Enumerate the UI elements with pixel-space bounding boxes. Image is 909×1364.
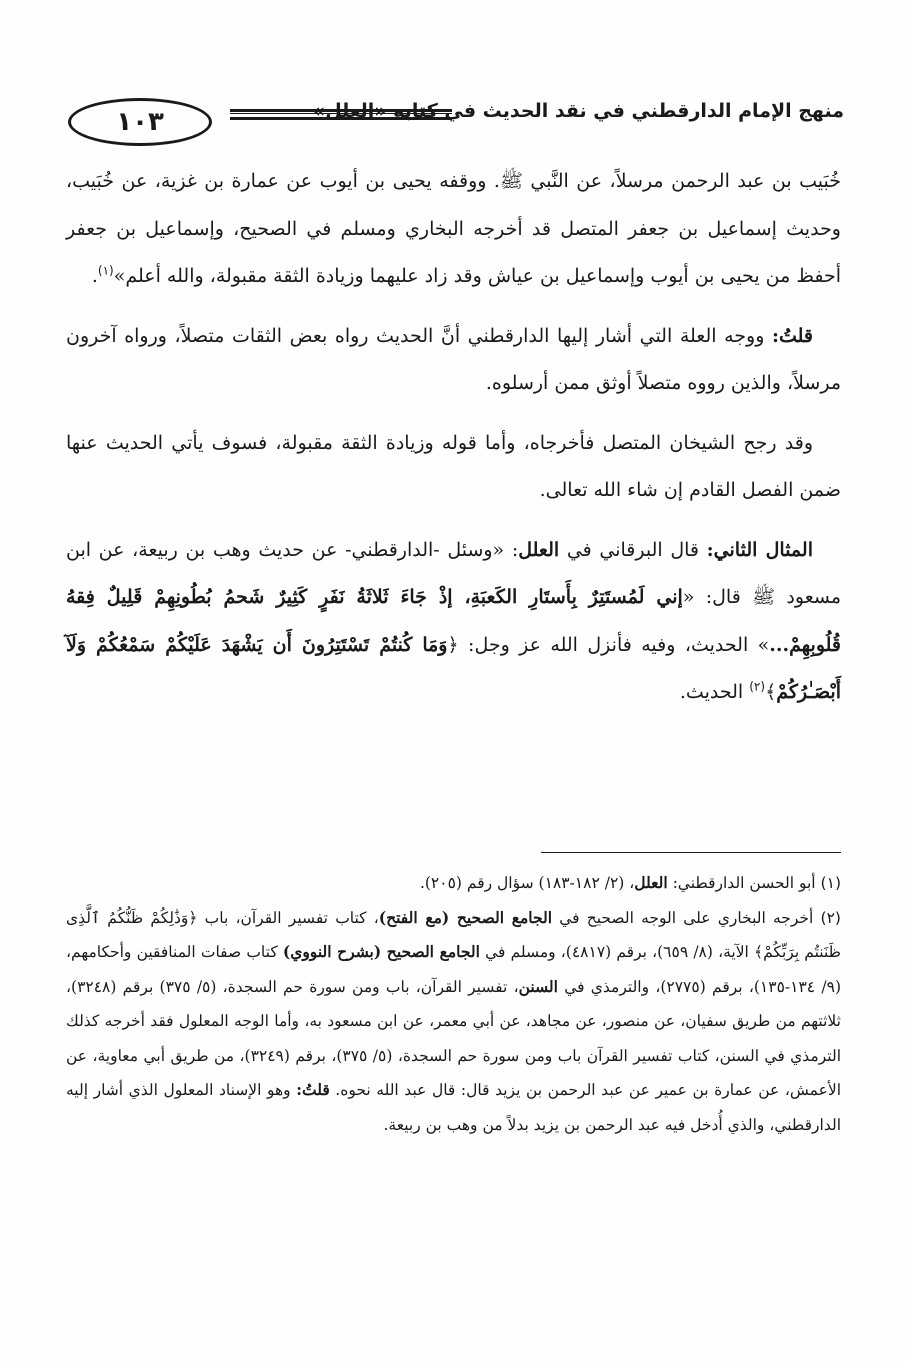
running-header <box>60 92 844 152</box>
footnote-ref-1[interactable]: (١) <box>97 263 114 278</box>
footnotes <box>66 866 841 1142</box>
footnote-1: (١) أبو الحسن الدارقطني: العلل، (٢/ ١٨٢-١٨٣) سؤال رقم (٢٠٥). <box>419 873 841 892</box>
page-number-badge: ١٠٣ <box>68 98 212 146</box>
running-title: منهج الإمام الدارقطني في نقد الحديث في كتابه «العلل» <box>312 100 844 122</box>
paragraph-3: وقد رجح الشيخان المتصل فأخرجاه، وأما قوله وزيادة الثقة مقبولة، فسوف يأتي الحديث عنها ضمن الفصل القادم إن شاء الله تعالى. <box>66 431 841 501</box>
book-title-ilal: العلل <box>518 538 560 561</box>
footnote-separator <box>541 852 841 853</box>
footnote-ref-2[interactable]: (٢) <box>749 679 766 694</box>
qultu-lead: قلتُ: <box>771 324 813 347</box>
quran-verse: وَمَا كُنتُمْ تَسْتَتِرُونَ أَن يَشْهَدَ عَلَيْكُمْ سَمْعُكُمْ وَلَآ أَبْصَـٰرُكُمْ <box>66 633 841 703</box>
paragraph-2: قلتُ: ووجه العلة التي أشار إليها الدارقطني أنَّ الحديث رواه بعض الثقات متصلاً، ورواه آخرون مرسلاً، والذين رووه متصلاً أوثق ممن أرسلوه. <box>66 324 841 394</box>
paragraph-4: المثال الثاني: قال البرقاني في العلل: «وسئل -الدارقطني- عن حديث وهب بن ربيعة، عن ابن مسعود ﷺ قال: «إني لَمُستَتِرٌ بِأَستَارِ الكَعبَةِ، إذْ جَاءَ ثَلاثَةُ نَفَرٍ كَثِيرٌ شَحمُ بُطُونِهِمْ قَلِيلٌ فِقهُ قُلُوبِهِمْ...» الحديث، وفيه فأنزل الله عز وجل: ﴿وَمَا كُنتُمْ تَسْتَتِرُونَ أَن يَشْهَدَ عَلَيْكُمْ سَمْعُكُمْ وَلَآ أَبْصَـٰرُكُمْ﴾$^{(٢)}$ الحديث. <box>66 538 842 703</box>
footnote-2: (٢) أخرجه البخاري على الوجه الصحيح في الجامع الصحيح (مع الفتح)، كتاب تفسير القرآن، باب ﴿وَذَٰلِكُمْ ظَنُّكُمُ ٱلَّذِى ظَنَنتُم بِرَبِّكُمْ﴾ الآية، (٨/ ٦٥٩)، برقم (٤٨١٧)، ومسلم في الجامع الصحيح (بشرح النووي) كتاب صفات المنافقين وأحكامهم، (٩/ ١٣٤-١٣٥)، برقم (٢٧٧٥)، والترمذي في السنن، تفسير القرآن، باب ومن سورة حم السجدة، (٥/ ٣٧٥) برقم (٣٢٤٨)، ثلاثتهم من طريق سفيان، عن منصور، عن مجاهد، عن أبي معمر، عن ابن مسعود به، وأما الوجه المعلول فقد أخرجه كذلك الترمذي في السنن، كتاب تفسير القرآن باب ومن سورة حم السجدة، (٥/ ٣٧٥)، برقم (٣٢٤٩)، من طريق أبي معاوية، عن الأعمش، عن عمارة بن عمير عن عبد الرحمن بن يزيد قال: قال عبد الله نحوه. قلتُ: وهو الإسناد المعلول الذي أشار إليه الدارقطني، والذي أُدخل فيه عبد الرحمن بن يزيد بدلاً من وهب بن ربيعة. <box>66 907 842 1134</box>
hadith-text: إني لَمُستَتِرٌ بِأَستَارِ الكَعبَةِ، إذْ جَاءَ ثَلاثَةُ نَفَرٍ كَثِيرٌ شَحمُ بُطُونِهِمْ قَلِيلٌ فِقهُ قُلُوبِهِمْ... <box>66 586 842 656</box>
main-text <box>66 158 841 717</box>
paragraph-1: خُبَيب بن عبد الرحمن مرسلاً، عن النَّبي ﷺ. ووقفه يحيى بن أيوب عن عمارة بن غزية، عن خُبَيب، وحديث إسماعيل بن جعفر المتصل قد أخرجه البخاري ومسلم في الصحيح، وإسماعيل بن جعفر أحفظ من يحيى بن أيوب وإسماعيل بن عياش وقد زاد عليهما وزيادة الثقة مقبولة، والله أعلم»$^{(١)}$. <box>66 170 841 287</box>
example-two-lead: المثال الثاني: <box>706 538 813 561</box>
